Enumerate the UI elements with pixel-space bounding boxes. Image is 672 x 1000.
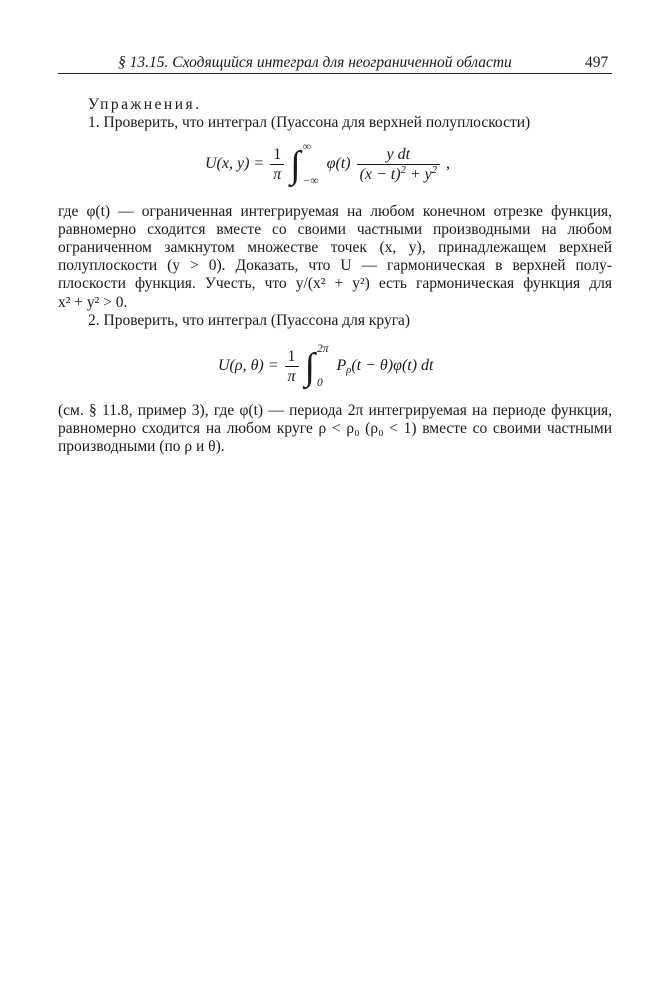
exercise-1-line-5: плоскости функция. Учесть, что y/(x² + y²) есть гармоническая функция для <box>58 275 612 292</box>
formula-1-lhs: U(x, y) = <box>205 155 265 173</box>
exercise-1-line-1: где φ(t) — ограниченная интегрируемая на любом конечном отрезке функция, <box>58 203 612 220</box>
exercise-1-line-3: ограниченном замкнутом множестве точек (x, y), принадлежащем верхней <box>58 239 612 256</box>
exercise-1-line-2: равномерно сходится вместе со своими частными производными на любом <box>58 221 612 238</box>
exercise-1-formula <box>205 142 450 187</box>
integral-sign-1: ∫ <box>290 143 301 186</box>
running-header-title: § 13.15. Сходящийся интеграл для неограниченной области <box>118 54 512 71</box>
exercise-2-line-3: производными (по ρ и θ). <box>58 438 225 455</box>
exercise-2-formula <box>218 344 433 389</box>
formula-1-limits: ∞ −∞ <box>302 141 319 187</box>
formula-2-coefficient: $\frac{1}{\pi}$ <box>285 347 299 386</box>
integral-sign-2: ∫ <box>304 345 315 388</box>
formula-1-fraction: $\frac{\text{y dt}}{(x - t)^2 + y^2}$ <box>357 145 440 184</box>
page-number: 497 <box>585 54 609 71</box>
formula-2-integrand: $P_\rho(t - \theta)\varphi(t)$ dt <box>336 357 434 377</box>
exercise-2-intro: 2. Проверить, что интеграл (Пуассона для круга) <box>88 312 411 329</box>
header-rule <box>58 73 612 74</box>
formula-1-integrand: φ(t) <box>326 155 351 173</box>
formula-1-trailing-comma: , <box>445 155 450 173</box>
formula-2-lhs: U(ρ, θ) = <box>218 357 279 375</box>
formula-2-limits: 2π 0 <box>316 343 329 389</box>
formula-1-coefficient: $\frac{1}{\pi}$ <box>270 145 284 184</box>
exercise-2-line-1: (см. § 11.8, пример 3), где φ(t) — периода 2π интегрируемая на периоде функция, <box>58 402 612 419</box>
exercises-heading: Упражнения. <box>88 96 202 113</box>
exercise-1-line-4: полуплоскости (y > 0). Доказать, что U — гармоническая в верхней полу- <box>58 257 612 274</box>
exercise-1-intro: 1. Проверить, что интеграл (Пуассона для верхней полуплоскости) <box>88 114 531 131</box>
exercise-1-line-6: x² + y² > 0. <box>58 294 128 311</box>
exercise-2-line-2: равномерно сходится на любом круге ρ < ρ₀ (ρ₀ < 1) вместе со своими частными <box>58 420 612 437</box>
